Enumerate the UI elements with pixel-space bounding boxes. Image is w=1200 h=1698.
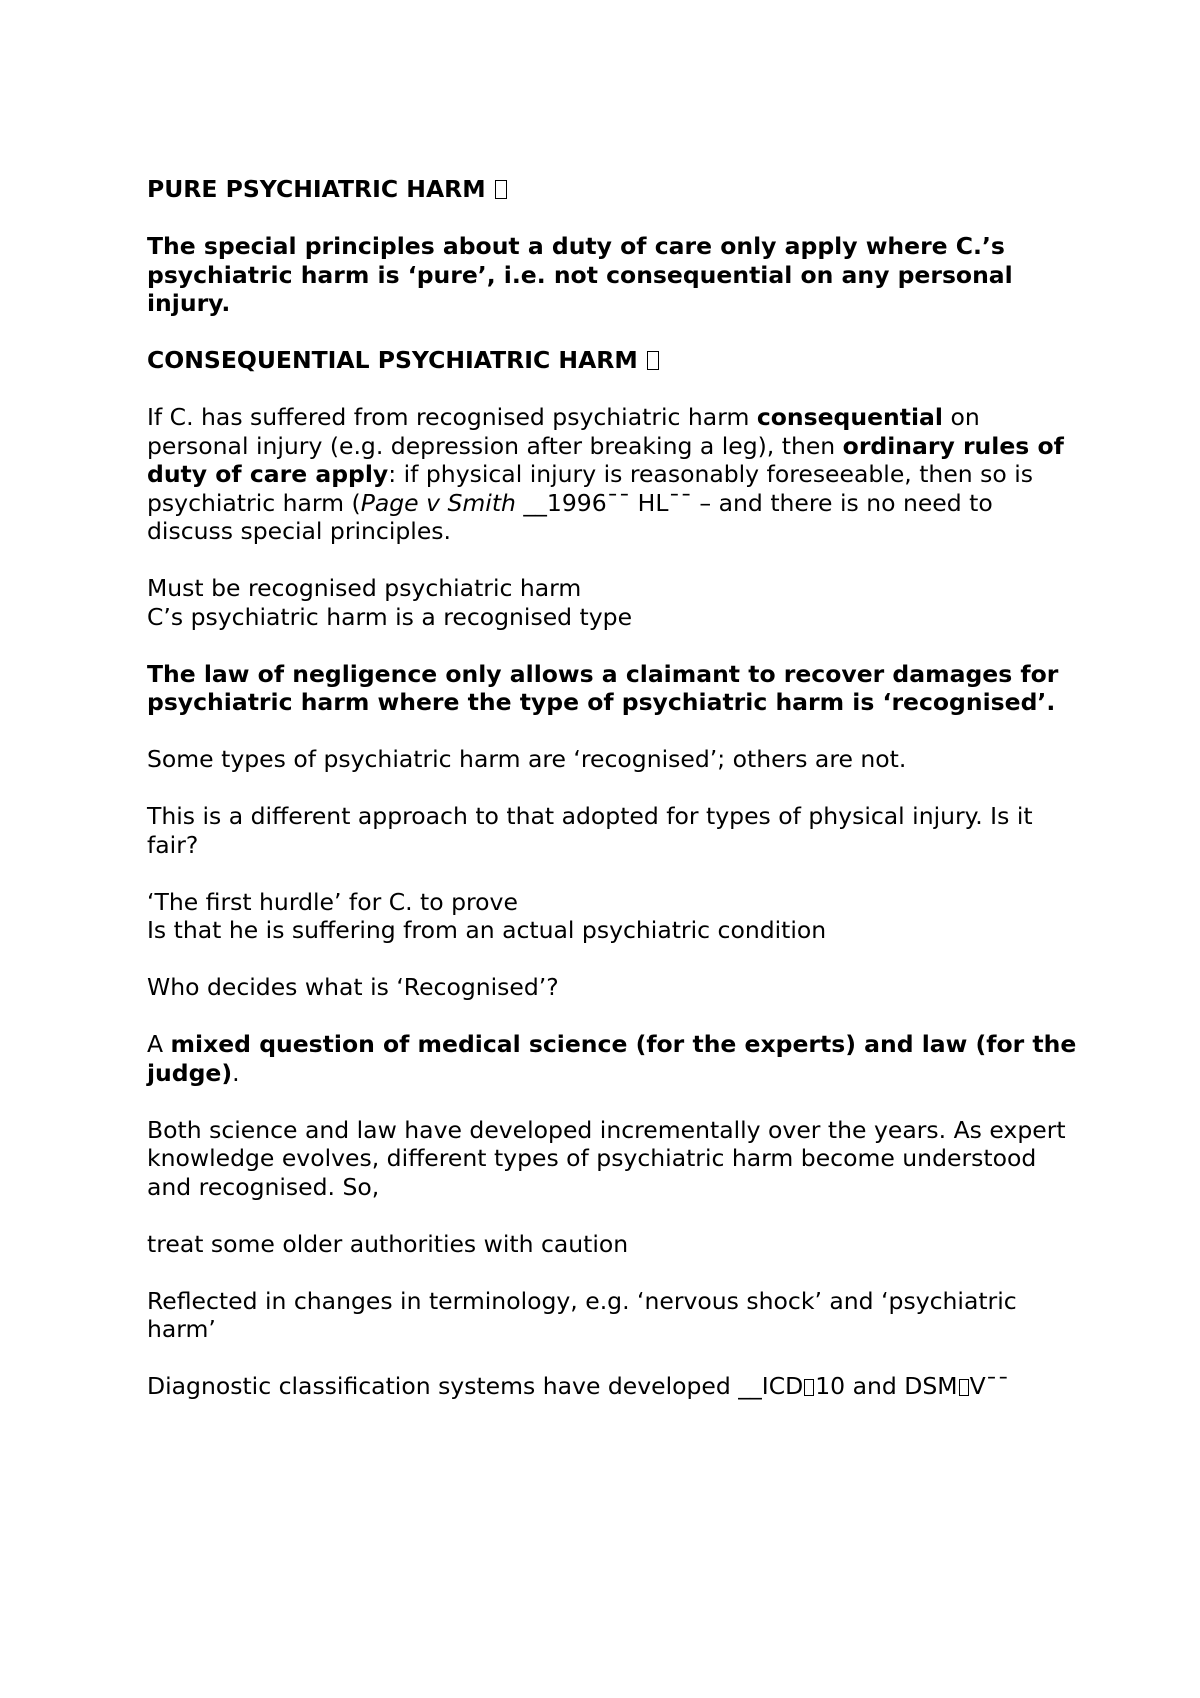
bold-term: ordinary rules of duty of care apply — [147, 431, 1064, 488]
line-recognised-type: C’s psychiatric harm is a recognised type — [147, 602, 633, 631]
text-run: If C. has suffered from recognised psychiatric harm — [147, 403, 757, 431]
text-run: __1996¯¯ HL¯¯ – and there is no need to discuss special principles. — [147, 488, 993, 545]
paragraph-who-decides: Who decides what is ‘Recognised’? — [147, 973, 559, 1001]
paragraph-law-of-negligence: The law of negligence only allows a claimant to recover damages for psychiatric harm where the type of psychiatric harm is ‘recognised’. — [147, 659, 1059, 716]
paragraph-diagnostic-systems — [147, 1372, 1077, 1401]
paragraph-consequential-rules — [147, 403, 1077, 546]
missing-glyph-icon — [804, 1379, 814, 1396]
heading-consequential-psychiatric-harm — [147, 346, 1077, 375]
paragraph-reflected-terminology: Reflected in changes in terminology, e.g. ‘nervous shock’ and ‘psychiatric harm’ — [147, 1286, 1017, 1343]
missing-glyph-icon — [495, 180, 507, 199]
line-first-hurdle: ‘The first hurdle’ for C. to prove — [147, 887, 518, 916]
paragraph-both-science-and-law: Both science and law have developed incrementally over the years. As expert knowledge evolves, different types of psychiatric harm become understood and recognised. So, — [147, 1115, 1066, 1201]
heading-pure-psychiatric-harm — [147, 175, 1077, 204]
missing-glyph-icon — [647, 351, 659, 370]
text-run: . — [232, 1058, 240, 1087]
paragraph-pure-definition: The special principles about a duty of care only apply where C.’s psychiatric harm is ‘pure’, i.e. not consequential on any personal injury. — [147, 232, 1013, 317]
paragraph-treat-with-caution: treat some older authorities with caution — [147, 1229, 629, 1258]
paragraph-mixed-question — [147, 1030, 1077, 1087]
heading-text: CONSEQUENTIAL PSYCHIATRIC HARM — [147, 346, 638, 374]
paragraph-some-types: Some types of psychiatric harm are ‘recognised’; others are not. — [147, 745, 907, 773]
text-run: on personal injury (e.g. depression after breaking a leg), then — [147, 403, 980, 460]
case-name: Page v Smith — [360, 488, 516, 517]
bold-term: consequential — [756, 403, 943, 431]
text-run: 10 and DSM — [815, 1372, 958, 1400]
heading-text: PURE PSYCHIATRIC HARM — [147, 175, 486, 203]
bold-term: mixed question of medical science (for the experts) and law (for the judge) — [147, 1030, 1077, 1087]
missing-glyph-icon — [959, 1379, 969, 1396]
paragraph-different-approach: This is a different approach to that adopted for types of physical injury. Is it fair? — [147, 802, 1033, 859]
line-must-be-recognised: Must be recognised psychiatric harm — [147, 574, 582, 602]
line-actual-condition: Is that he is suffering from an actual psychiatric condition — [147, 916, 827, 944]
text-run: A — [147, 1030, 171, 1058]
text-run: : if physical injury is reasonably foreseeable, then so is psychiatric harm ( — [147, 460, 1034, 517]
text-run: V¯¯ — [969, 1372, 1010, 1400]
document-body — [147, 175, 1077, 1429]
text-run: Diagnostic classification systems have developed __ICD — [147, 1372, 804, 1400]
